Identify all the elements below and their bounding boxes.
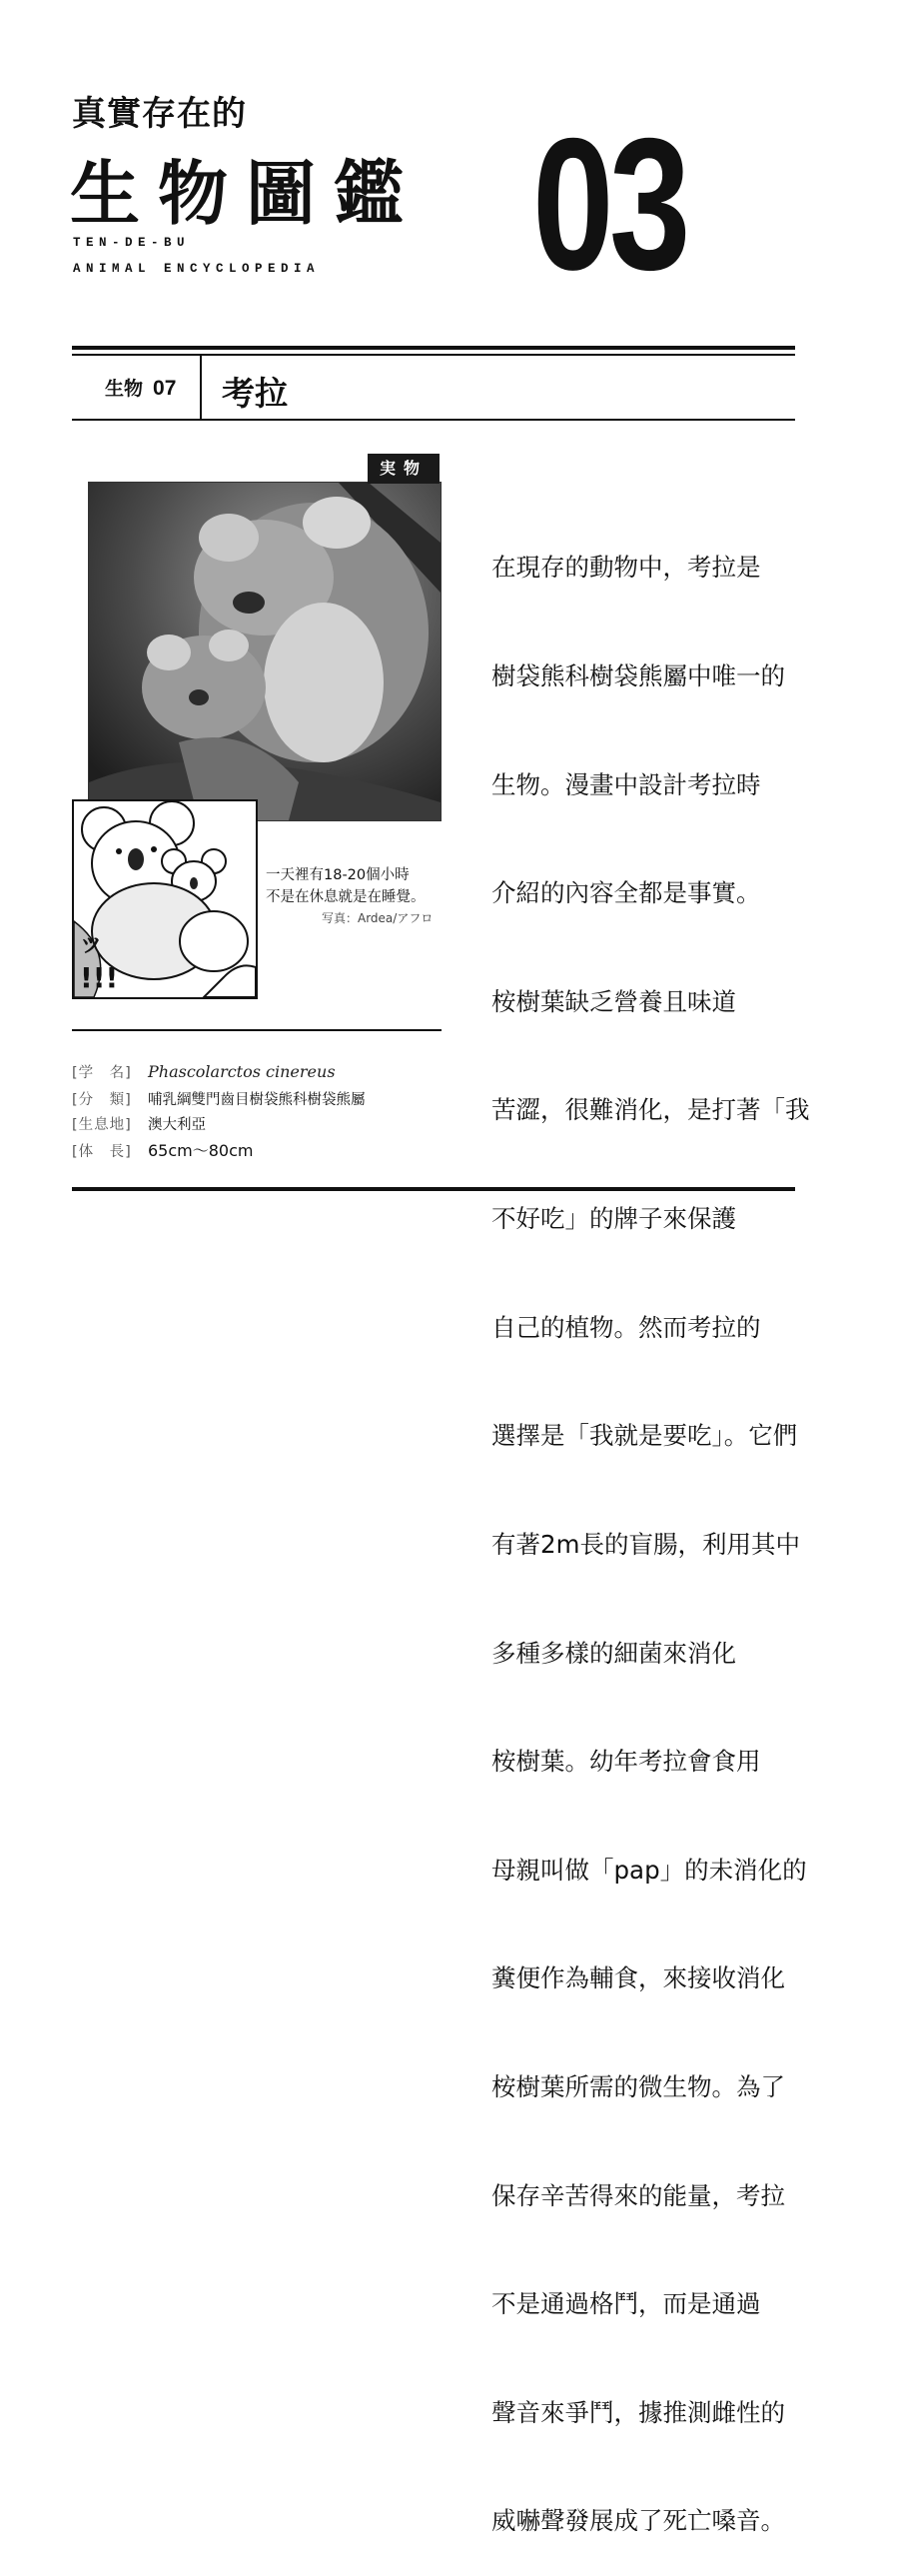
body-line: 選擇是「我就是要吃」。它們	[491, 1421, 798, 1451]
photo-credit: 写真：Ardea/アフロ	[322, 911, 434, 925]
manga-koala-illustration	[72, 799, 258, 999]
fact-value: 澳大利亞	[148, 1117, 206, 1133]
section-label	[105, 374, 176, 401]
fact-scientific-name	[72, 1061, 336, 1082]
body-line: 介紹的內容全都是事實。	[491, 878, 761, 908]
facts-rule	[72, 1029, 442, 1031]
section-bottom-rule	[72, 419, 795, 421]
body-line: 母親叫做「pap」的未消化的	[491, 1855, 807, 1885]
body-line: 自己的植物。然而考拉的	[491, 1312, 761, 1342]
fact-habitat	[72, 1113, 206, 1134]
photo-caption-line2: 不是在休息就是在睡覺。	[266, 889, 426, 905]
svg-text:!!!: !!!	[80, 961, 119, 994]
english-title-line2: ANIMAL ENCYCLOPEDIA	[73, 262, 321, 276]
body-line: 桉樹葉。幼年考拉會食用	[491, 1747, 761, 1777]
fact-body-length	[72, 1138, 254, 1161]
body-line: 苦澀，很難消化，是打著「我	[491, 1095, 810, 1125]
page-subtitle: 真實存在的	[72, 94, 247, 134]
body-line: 桉樹葉所需的微生物。為了	[491, 2071, 785, 2101]
body-line: 不好吃」的牌子來保護	[491, 1204, 736, 1234]
body-line: 有著2m長的盲腸，利用其中	[491, 1529, 800, 1559]
chapter-number: 03	[532, 99, 686, 309]
koala-photo	[88, 482, 442, 821]
section-top-rule	[72, 346, 795, 350]
body-line: 樹袋熊科樹袋熊屬中唯一的	[491, 661, 785, 691]
section-top-rule-thin	[72, 354, 795, 356]
page-bottom-rule	[72, 1187, 795, 1191]
photo-tag: 実物	[368, 454, 440, 484]
body-line: 生物。漫畫中設計考拉時	[491, 769, 761, 799]
page-title: 生物圖鑑	[70, 152, 422, 235]
body-line: 桉樹葉缺乏營養且味道	[491, 986, 736, 1016]
fact-classification	[72, 1088, 366, 1109]
section-divider	[200, 356, 202, 420]
body-line: 不是通過格鬥，而是通過	[491, 2289, 761, 2319]
body-line: 在現存的動物中，考拉是	[491, 553, 761, 583]
article-body	[491, 478, 810, 2576]
photo-caption-line1: 一天裡有18-20個小時	[266, 867, 410, 883]
section-title: 考拉	[222, 374, 288, 413]
section-label-text: 生物	[105, 378, 144, 400]
body-line: 保存辛苦得來的能量，考拉	[491, 2180, 785, 2210]
svg-text:ッ: ッ	[78, 928, 105, 958]
fact-key: [生息地]	[72, 1117, 132, 1133]
fact-value: Phascolarctos cinereus	[148, 1062, 336, 1081]
fact-value: 哺乳綱雙門齒目樹袋熊科樹袋熊屬	[148, 1092, 366, 1108]
body-line: 糞便作為輔食，來接收消化	[491, 1963, 785, 1993]
fact-key: [分 類]	[72, 1092, 132, 1108]
section-number: 07	[153, 377, 177, 400]
fact-value: 65cm～80cm	[148, 1141, 254, 1160]
body-line: 聲音來爭鬥，據推測雌性的	[491, 2397, 785, 2427]
fact-key: [学 名]	[72, 1065, 132, 1081]
english-title-line1: TEN-DE-BU	[73, 236, 191, 250]
body-line: 多種多樣的細菌來消化	[491, 1638, 736, 1668]
body-line: 威嚇聲發展成了死亡嗓音。	[491, 2506, 785, 2536]
fact-key: [体 長]	[72, 1144, 132, 1160]
